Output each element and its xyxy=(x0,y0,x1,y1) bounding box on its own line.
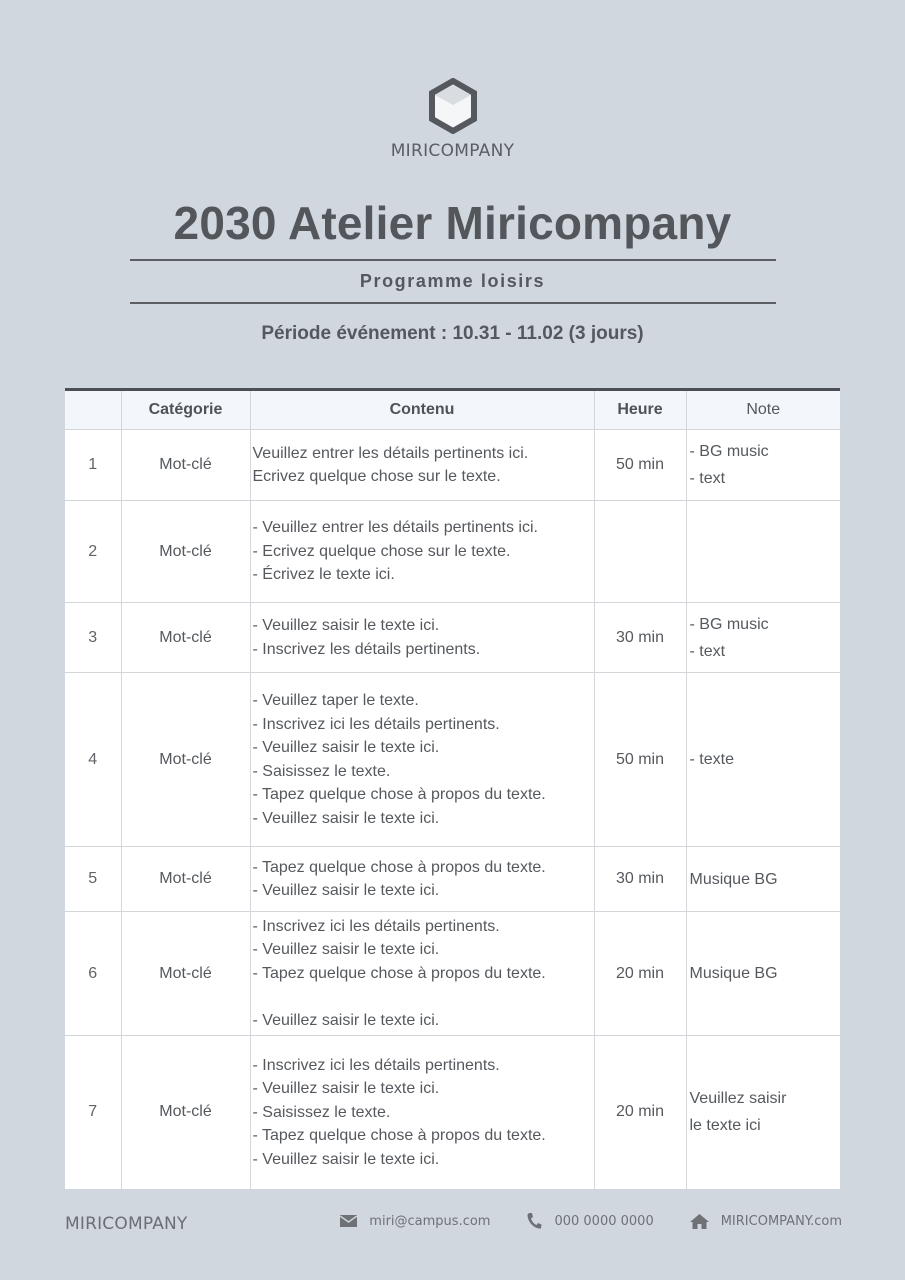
row-number: 5 xyxy=(65,847,121,912)
row-note xyxy=(686,847,840,912)
content-line: - Ecrivez quelque chose sur le texte. xyxy=(252,542,511,560)
content-line: - Tapez quelque chose à propos du texte. xyxy=(252,858,546,876)
content-line: - Veuillez saisir le texte ici. xyxy=(252,1011,440,1029)
row-content xyxy=(250,673,594,847)
content-line: - Écrivez le texte ici. xyxy=(252,566,395,584)
note-line: Veuillez saisir xyxy=(689,1090,787,1108)
content-line: Ecrivez quelque chose sur le texte. xyxy=(252,468,501,485)
row-number: 7 xyxy=(65,1036,121,1189)
row-category: Mot-clé xyxy=(121,1036,250,1189)
row-content xyxy=(250,603,594,673)
content-line: - Tapez quelque chose à propos du texte. xyxy=(252,786,546,803)
logo xyxy=(0,78,905,161)
footer-website xyxy=(690,1214,842,1229)
content-line: - Inscrivez ici les détails pertinents. xyxy=(252,917,500,935)
phone-text: 000 0000 0000 xyxy=(554,1213,654,1229)
row-time: 30 min xyxy=(594,603,686,673)
content-line: - Veuillez saisir le texte ici. xyxy=(252,1080,440,1097)
content-line: - Saisissez le texte. xyxy=(252,762,391,780)
subtitle-divider xyxy=(130,302,776,304)
content-line: - Veuillez saisir le texte ici. xyxy=(252,882,440,899)
content-line: Veuillez entrer les détails pertinents ici. xyxy=(252,444,529,462)
content-line xyxy=(253,985,592,1009)
home-icon xyxy=(690,1214,709,1229)
column-header-content: Contenu xyxy=(250,390,594,430)
row-note xyxy=(686,1036,840,1189)
note-line: le texte ici xyxy=(689,1117,761,1135)
row-content xyxy=(250,847,594,912)
content-line: - Inscrivez ici les détails pertinents. xyxy=(252,715,500,733)
row-time: 30 min xyxy=(594,847,686,912)
content-line: - Tapez quelque chose à propos du texte. xyxy=(252,964,546,982)
table-row xyxy=(65,847,840,912)
content-line: - Veuillez entrer les détails pertinents ici. xyxy=(252,519,538,537)
program-table xyxy=(65,388,840,1189)
content-line: - Inscrivez les détails pertinents. xyxy=(252,640,481,658)
row-content xyxy=(250,912,594,1036)
envelope-icon xyxy=(340,1215,357,1227)
row-note xyxy=(686,673,840,847)
row-number: 6 xyxy=(65,912,121,1036)
row-number: 4 xyxy=(65,673,121,847)
footer-phone xyxy=(526,1212,653,1230)
phone-icon xyxy=(526,1212,542,1230)
table-row xyxy=(65,1036,840,1189)
content-line: - Veuillez saisir le texte ici. xyxy=(252,617,440,634)
content-line: - Veuillez taper le texte. xyxy=(252,692,419,709)
row-note xyxy=(686,912,840,1036)
row-number: 1 xyxy=(65,430,121,501)
row-note xyxy=(686,501,840,603)
content-line: - Saisissez le texte. xyxy=(252,1103,391,1121)
row-time: 50 min xyxy=(594,430,686,501)
row-category: Mot-clé xyxy=(121,673,250,847)
table-row xyxy=(65,603,840,673)
title-divider xyxy=(130,259,776,261)
table-row xyxy=(65,430,840,501)
row-content xyxy=(250,501,594,603)
note-line: - BG music xyxy=(689,615,769,633)
logo-text: MIRICOMPANY xyxy=(390,141,515,161)
row-category: Mot-clé xyxy=(121,603,250,673)
row-category: Mot-clé xyxy=(121,501,250,603)
table-header-row xyxy=(65,390,840,430)
row-note xyxy=(686,430,840,501)
table-row xyxy=(65,912,840,1036)
column-header-category: Catégorie xyxy=(121,390,250,430)
content-line: - Inscrivez ici les détails pertinents. xyxy=(252,1056,500,1074)
note-line: - BG music xyxy=(689,443,769,460)
row-content xyxy=(250,1036,594,1189)
footer-brand: MIRICOMPANY xyxy=(65,1214,188,1234)
row-time: 20 min xyxy=(594,912,686,1036)
footer-contact xyxy=(340,1212,842,1230)
email-text: miri@campus.com xyxy=(369,1213,491,1229)
row-time: 50 min xyxy=(594,673,686,847)
hexagon-cube-icon xyxy=(428,78,478,134)
column-header-time: Heure xyxy=(594,390,686,430)
table-row xyxy=(65,673,840,847)
note-line: Musique BG xyxy=(689,965,778,982)
content-line: - Veuillez saisir le texte ici. xyxy=(252,941,440,959)
footer-email xyxy=(340,1214,490,1229)
row-time xyxy=(594,501,686,603)
page-title: 2030 Atelier Miricompany xyxy=(173,197,732,249)
row-category: Mot-clé xyxy=(121,912,250,1036)
content-line: - Veuillez saisir le texte ici. xyxy=(252,739,440,756)
event-period: Période événement : 10.31 - 11.02 (3 jours) xyxy=(261,323,644,344)
content-line: - Veuillez saisir le texte ici. xyxy=(252,809,440,827)
note-line: - text xyxy=(689,470,726,487)
note-line: Musique BG xyxy=(689,870,778,888)
row-content xyxy=(250,430,594,501)
note-line: - text xyxy=(689,642,726,660)
table-row xyxy=(65,501,840,603)
row-category: Mot-clé xyxy=(121,847,250,912)
row-time: 20 min xyxy=(594,1036,686,1189)
row-number: 2 xyxy=(65,501,121,603)
website-text: MIRICOMPANY.com xyxy=(720,1213,842,1229)
column-header-number xyxy=(65,390,121,430)
note-line: - texte xyxy=(689,751,734,768)
row-number: 3 xyxy=(65,603,121,673)
subtitle: Programme loisirs xyxy=(359,271,546,291)
content-line: - Tapez quelque chose à propos du texte. xyxy=(252,1127,546,1144)
content-line: - Veuillez saisir le texte ici. xyxy=(252,1150,440,1168)
column-header-note: Note xyxy=(686,390,840,430)
row-category: Mot-clé xyxy=(121,430,250,501)
row-note xyxy=(686,603,840,673)
